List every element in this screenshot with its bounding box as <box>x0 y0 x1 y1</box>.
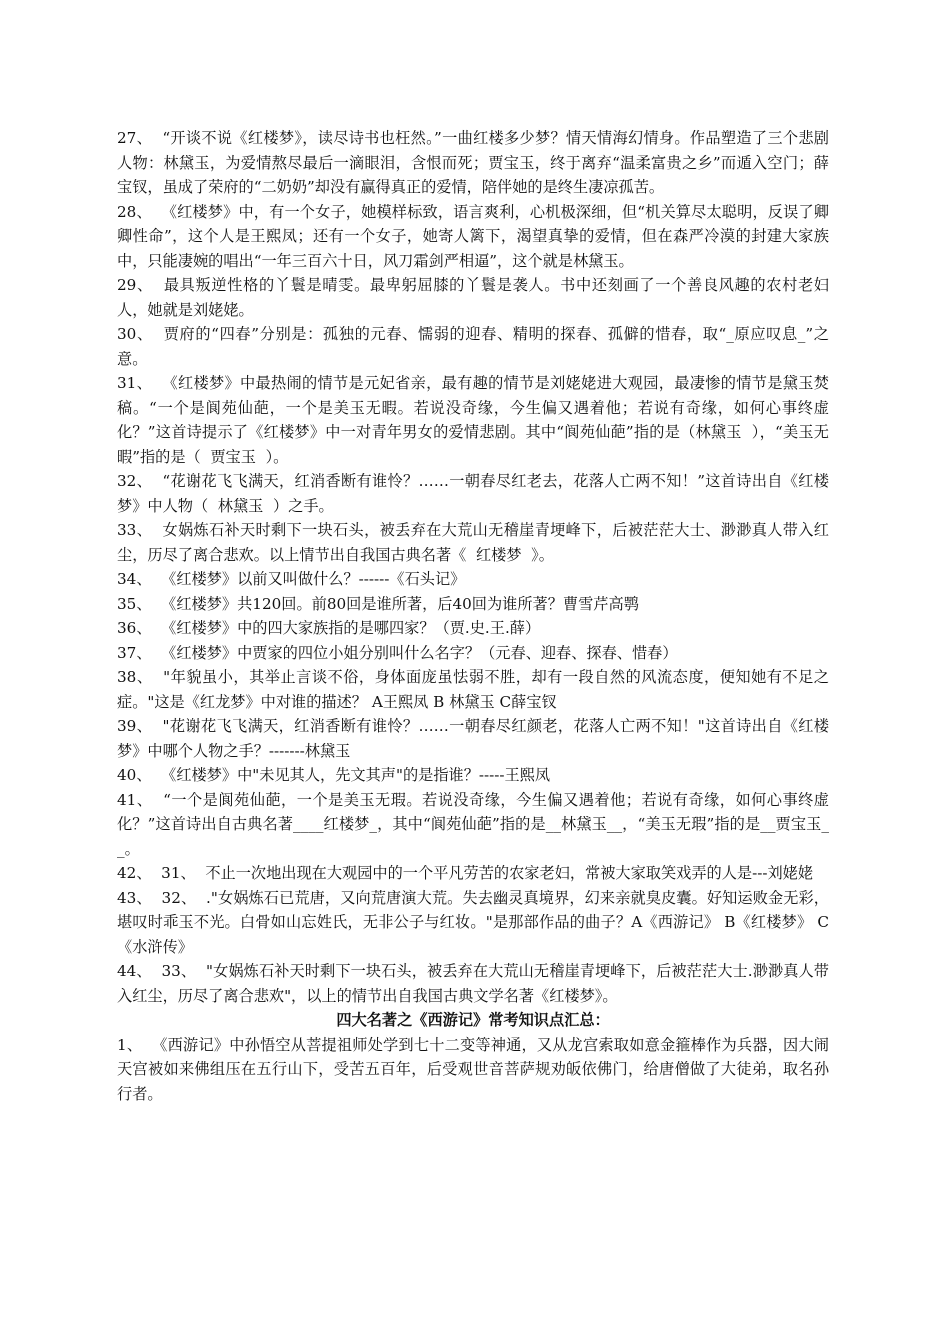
question-32: 32、 “花谢花飞飞满天，红消香断有谁怜？……一朝春尽红老去，花落人亡两不知！”这首诗出自《红楼梦》中人物（ 林黛玉 ）之手。 <box>117 472 829 515</box>
question-30: 30、 贾府的“四春”分别是：孤独的元春、懦弱的迎春、精明的探春、孤僻的惜春，取“_原应叹息_”之意。 <box>117 325 829 368</box>
question-28: 28、 《红楼梦》中，有一个女子，她模样标致，语言爽利，心机极深细，但“机关算尽太聪明，反误了卿卿性命”，这个人是王熙凤；还有一个女子，她寄人篱下，渴望真挚的爱情，但在森严冷漠的封建大家族中，只能凄婉的唱出“一年三百六十日，风刀霜剑严相逼”，这个就是林黛玉。 <box>117 202 829 270</box>
xiyouji-question-1: 1、 《西游记》中孙悟空从菩提祖师处学到七十二变等神通，又从龙宫索取如意金箍棒作为兵器，因大闹天宫被如来佛组压在五行山下，受苦五百年，后受观世音菩萨规劝皈依佛门，给唐僧做了大徒弟，取名孙行者。 <box>117 1035 829 1103</box>
question-34: 34、 《红楼梦》以前又叫做什么？------《石头记》 <box>117 570 466 588</box>
question-29: 29、 最具叛逆性格的丫鬟是晴雯。最卑躬屈膝的丫鬟是袭人。书中还刻画了一个善良风趣的农村老妇人，她就是刘姥姥。 <box>117 276 829 319</box>
question-38: 38、 "年貌虽小，其举止言谈不俗，身体面庞虽怯弱不胜，却有一段自然的风流态度，便知她有不足之症。"这是《红龙梦》中对谁的描述？ A王熙凤 B 林黛玉 C薛宝钗 <box>117 668 829 711</box>
question-42: 42、 31、 不止一次地出现在大观园中的一个平凡劳苦的农家老妇，常被大家取笑戏弄的人是---刘姥姥 <box>117 864 814 882</box>
question-44: 44、 33、 "女娲炼石补天时剩下一块石头，被丢弃在大荒山无稽崖青埂峰下，后被茫茫大士.渺渺真人带入红尘，历尽了离合悲欢"，以上的情节出自我国古典文学名著《红楼梦》。 <box>117 962 829 1005</box>
question-36: 36、 《红楼梦》中的四大家族指的是哪四家？（贾.史.王.薛） <box>117 619 541 637</box>
question-27: 27、 “开谈不说《红楼梦》，读尽诗书也枉然。”一曲红楼多少梦？情天情海幻情身。作品塑造了三个悲剧人物：林黛玉，为爱情熬尽最后一滴眼泪，含恨而死；贾宝玉，终于离弃“温柔富贵之乡”而遁入空门；薛宝钗，虽成了荣府的“二奶奶”却没有赢得真正的爱情，陪伴她的是终生凄凉孤苦。 <box>117 129 829 196</box>
document-page <box>117 126 829 1106</box>
question-39: 39、 "花谢花飞飞满天，红消香断有谁怜？……一朝春尽红颜老，花落人亡两不知！"这首诗出自《红楼梦》中哪个人物之手？-------林黛玉 <box>117 717 829 760</box>
section-heading: 四大名著之《西游记》常考知识点汇总： <box>336 1011 610 1029</box>
question-41: 41、 “一个是阆苑仙葩，一个是美玉无瑕。若说没奇缘，今生偏又遇着他；若说有奇缘，如何心事终虚化？”这首诗出自古典名著____红楼梦_，其中“阆苑仙葩”指的是__林黛玉__，“美玉无瑕”指的是__贾宝玉__。 <box>117 790 829 858</box>
question-43: 43、 32、 ."女娲炼石已荒唐，又向荒唐演大荒。失去幽灵真境界，幻来亲就臭皮囊。好知运败金无彩，堪叹时乖玉不光。白骨如山忘姓氏，无非公子与红妆。"是那部作品的曲子？A《西游记》 B《红楼梦》 C《水浒传》 <box>117 888 829 956</box>
question-33: 33、 女娲炼石补天时剩下一块石头，被丢弃在大荒山无稽崖青埂峰下，后被茫茫大士、渺渺真人带入红尘，历尽了离合悲欢。以上情节出自我国古典名著《 红楼梦 》。 <box>117 521 829 564</box>
question-35: 35、 《红楼梦》共120回。前80回是谁所著，后40回为谁所著？曹雪芹高鹗 <box>117 594 639 613</box>
question-40: 40、 《红楼梦》中"未见其人，先文其声"的是指谁？-----王熙凤 <box>117 766 551 784</box>
question-37: 37、 《红楼梦》中贾家的四位小姐分别叫什么名字？（元春、迎春、探春、惜春） <box>117 643 678 662</box>
question-31: 31、 《红楼梦》中最热闹的情节是元妃省亲，最有趣的情节是刘姥姥进大观园，最凄惨的情节是黛玉焚稿。“一个是阆苑仙葩，一个是美玉无暇。若说没奇缘，今生偏又遇着他；若说有奇缘，如何心事终虚化？”这首诗提示了《红楼梦》中一对青年男女的爱情悲剧。其中“阆苑仙葩”指的是（林黛玉 ），“美玉无暇”指的是（ 贾宝玉 ）。 <box>117 374 829 466</box>
